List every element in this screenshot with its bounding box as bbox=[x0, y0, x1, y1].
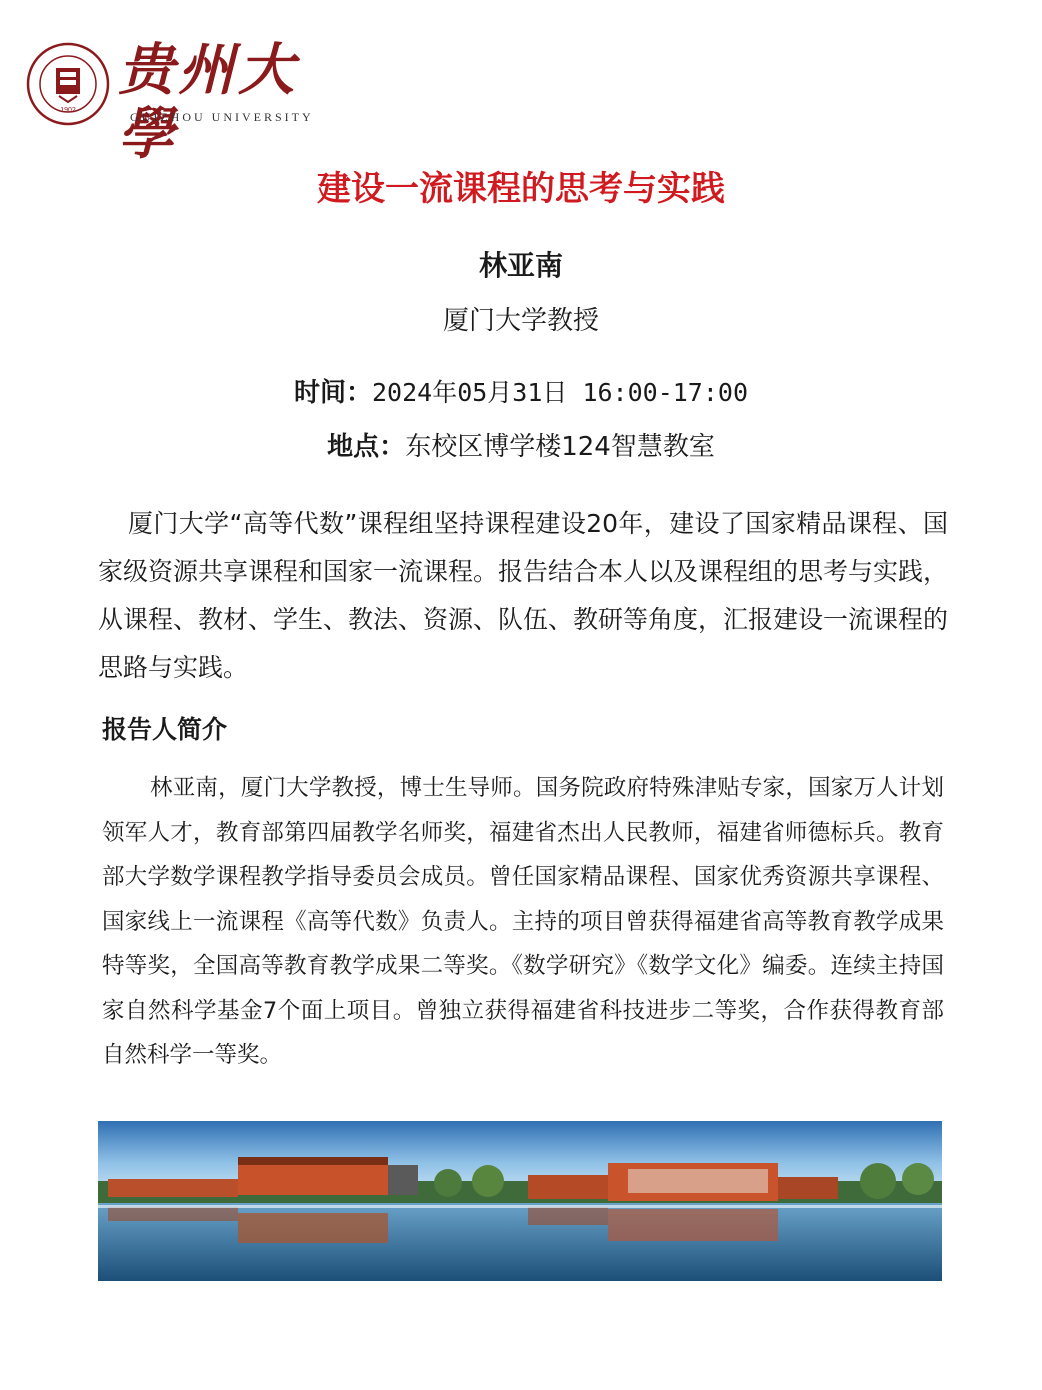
university-name-cn: 贵州大學 bbox=[118, 37, 298, 167]
svg-text:1902: 1902 bbox=[60, 107, 76, 114]
event-time bbox=[0, 374, 1042, 412]
university-name-en: GUIZHOU UNIVERSITY bbox=[130, 110, 314, 124]
campus-photo bbox=[98, 1121, 942, 1281]
speaker-affiliation: 厦门大学教授 bbox=[442, 306, 599, 336]
lecture-title: 建设一流课程的思考与实践 bbox=[317, 169, 725, 209]
speaker-bio: 林亚南，厦门大学教授，博士生导师。国务院政府特殊津贴专家，国家万人计划领军人才，教育部第四届教学名师奖，福建省杰出人民教师，福建省师德标兵。教育部大学数学课程教学指导委员会成员。曾任国家精品课程、国家优秀资源共享课程、国家线上一流课程《高等代数》负责人。主持的项目曾获得福建省高等教育教学成果特等奖，全国高等教育教学成果二等奖。《数学研究》《数学文化》编委。连续主持国家自然科学基金7个面上项目。曾独立获得福建省科技进步二等奖，合作获得教育部自然科学一等奖。 bbox=[102, 775, 944, 1068]
university-logo bbox=[26, 36, 326, 167]
place-value: 东校区博学楼124智慧教室 bbox=[405, 432, 715, 462]
lecture-abstract: 厦门大学“高等代数”课程组坚持课程建设20年，建设了国家精品课程、国家级资源共享课程和国家一流课程。报告结合本人以及课程组的思考与实践，从课程、教材、学生、教法、资源、队伍、教研等角度，汇报建设一流课程的思路与实践。 bbox=[98, 509, 949, 682]
time-label: 时间： bbox=[293, 378, 372, 408]
speaker-name: 林亚南 bbox=[478, 249, 563, 282]
university-seal-icon bbox=[26, 42, 110, 126]
event-location bbox=[0, 428, 1042, 466]
place-label: 地点： bbox=[327, 432, 406, 462]
time-value: 2024年05月31日 16:00-17:00 bbox=[371, 378, 749, 407]
bio-heading: 报告人简介 bbox=[102, 715, 228, 744]
